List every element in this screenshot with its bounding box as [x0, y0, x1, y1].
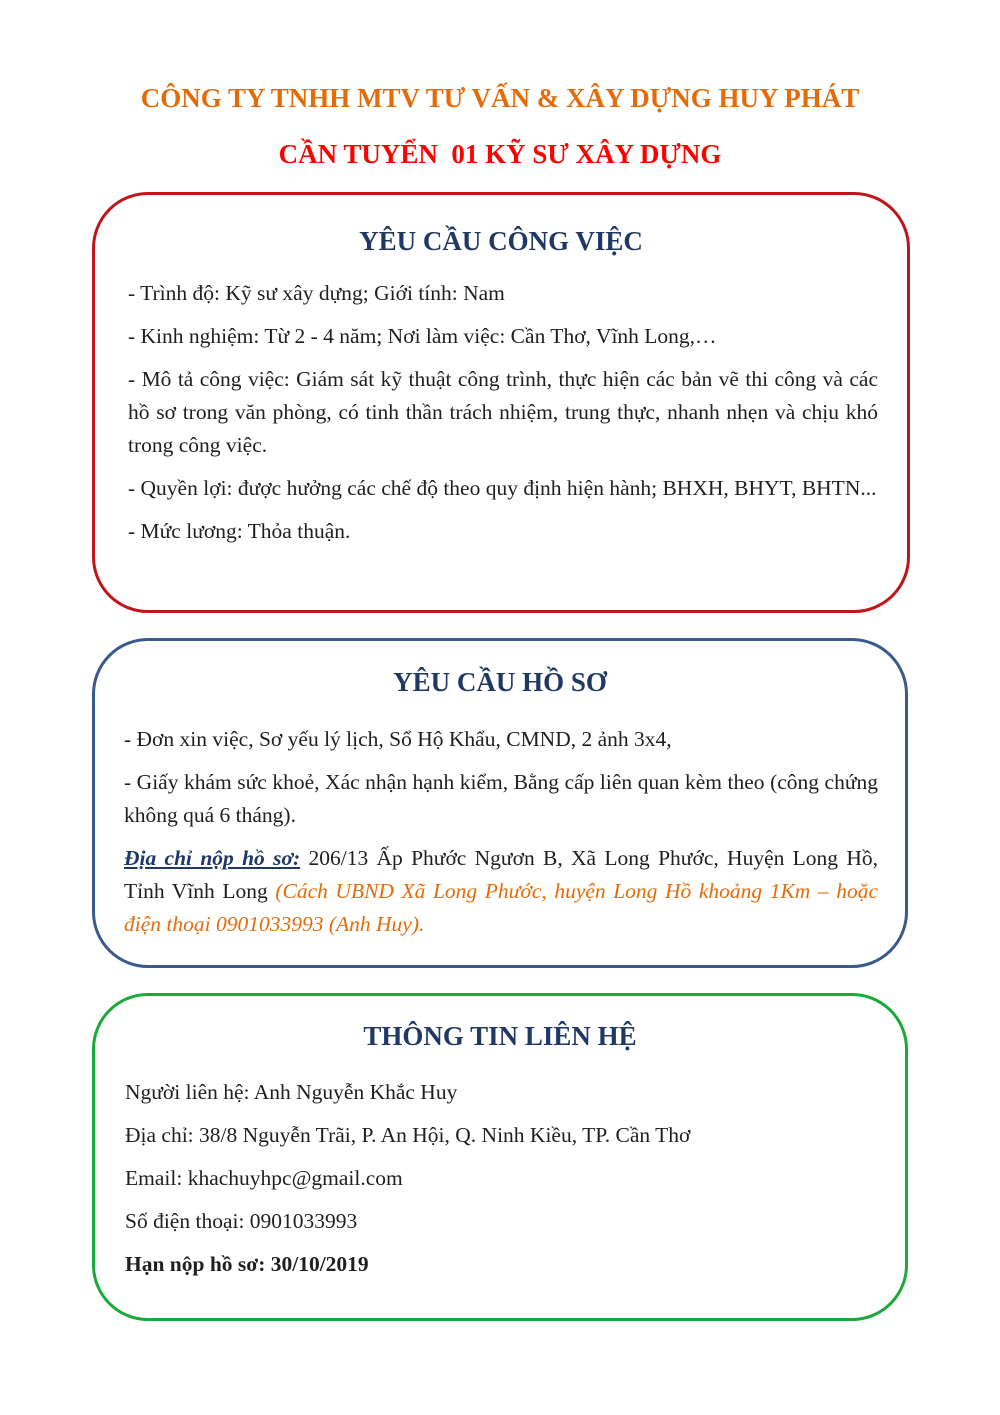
documents-item-forms: - Đơn xin việc, Sơ yếu lý lịch, Sổ Hộ Khẩu, CMND, 2 ảnh 3x4, — [124, 727, 672, 751]
company-name: CÔNG TY TNHH MTV TƯ VẤN & XÂY DỰNG HUY PHÁT — [140, 83, 860, 113]
job-item-description: - Mô tả công việc: Giám sát kỹ thuật công trình, thực hiện các bản vẽ thi công và các hồ sơ trong văn phòng, có tinh thần trách nhiệm, trung thực, nhanh nhẹn và chịu khó trong công việc. — [128, 367, 878, 457]
contact-info-list — [125, 1076, 885, 1291]
documents-requirements-title: YÊU CẦU HỒ SƠ — [393, 667, 607, 697]
address-label: Địa chỉ nộp hồ sơ: — [124, 846, 301, 870]
contact-info-title: THÔNG TIN LIÊN HỆ — [363, 1021, 637, 1051]
job-requirements-box — [92, 192, 910, 613]
documents-address — [124, 842, 878, 941]
address-text: 206/13 Ấp Phước Ngươn B, Xã Long Phước, Huyện Long Hồ, Tỉnh Vĩnh Long — [124, 846, 878, 903]
documents-requirements-list — [124, 723, 878, 951]
job-item-salary: - Mức lương: Thỏa thuận. — [128, 519, 351, 543]
address-note: (Cách UBND Xã Long Phước, huyện Long Hồ khoảng 1Km – hoặc điện thoại 0901033993 (Anh Huy). — [124, 879, 878, 936]
documents-requirements-box — [92, 638, 908, 968]
job-item-experience: - Kinh nghiệm: Từ 2 - 4 năm; Nơi làm việc: Cần Thơ, Vĩnh Long,… — [128, 324, 717, 348]
job-requirements-list — [128, 277, 878, 558]
documents-item-certificates: - Giấy khám sức khoẻ, Xác nhận hạnh kiểm, Bằng cấp liên quan kèm theo (công chứng không quá 6 tháng). — [124, 770, 878, 827]
job-item-level: - Trình độ: Kỹ sư xây dựng; Giới tính: Nam — [128, 281, 505, 305]
contact-address: Địa chỉ: 38/8 Nguyễn Trãi, P. An Hội, Q. Ninh Kiều, TP. Cần Thơ — [125, 1123, 691, 1147]
contact-phone: Số điện thoại: 0901033993 — [125, 1209, 358, 1233]
job-item-benefits: - Quyền lợi: được hưởng các chế độ theo quy định hiện hành; BHXH, BHYT, BHTN... — [128, 476, 877, 500]
contact-email: Email: khachuyhpc@gmail.com — [125, 1166, 403, 1190]
contact-person: Người liên hệ: Anh Nguyễn Khắc Huy — [125, 1080, 458, 1104]
job-requirements-title: YÊU CẦU CÔNG VIỆC — [359, 226, 643, 256]
hiring-headline: CẦN TUYỂN 01 KỸ SƯ XÂY DỰNG — [278, 139, 722, 169]
submission-deadline: Hạn nộp hồ sơ: 30/10/2019 — [125, 1252, 369, 1276]
contact-info-box — [92, 993, 908, 1321]
